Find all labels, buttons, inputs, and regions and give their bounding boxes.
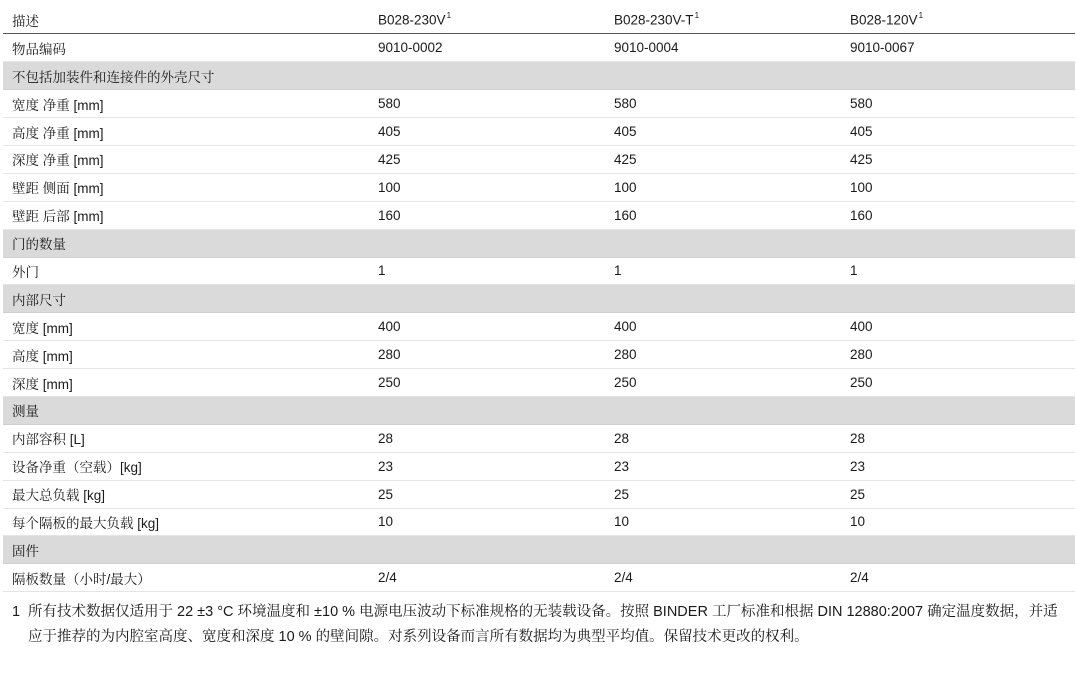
table-row	[3, 201, 1075, 229]
row-label: 深度 [mm]	[3, 369, 369, 397]
cell-value: 405	[605, 118, 841, 146]
table-row	[3, 145, 1075, 173]
cell-value: 23	[841, 452, 1075, 480]
cell-value: 580	[605, 90, 841, 118]
cell-value: 250	[369, 369, 605, 397]
section-header-row	[3, 285, 1075, 313]
row-label: 壁距 后部 [mm]	[3, 201, 369, 229]
cell-value: 425	[369, 145, 605, 173]
cell-value: 23	[605, 452, 841, 480]
cell-value: 400	[841, 313, 1075, 341]
cell-value: 28	[605, 424, 841, 452]
cell-value: 160	[605, 201, 841, 229]
cell-value: 2/4	[369, 564, 605, 592]
table-row	[3, 369, 1075, 397]
model-header	[605, 6, 841, 34]
row-label: 宽度 净重 [mm]	[3, 90, 369, 118]
model-name: B028-230V-T	[614, 12, 694, 28]
section-label: 门的数量	[3, 229, 1075, 257]
cell-value: 1	[605, 257, 841, 285]
cell-value: 280	[605, 341, 841, 369]
footnote-marker: 1	[446, 10, 452, 20]
section-label: 不包括加装件和连接件的外壳尺寸	[3, 62, 1075, 90]
cell-value: 2/4	[841, 564, 1075, 592]
cell-value: 400	[369, 313, 605, 341]
cell-value: 9010-0002	[369, 34, 605, 62]
cell-value: 25	[605, 480, 841, 508]
cell-value: 250	[841, 369, 1075, 397]
row-label: 最大总负载 [kg]	[3, 480, 369, 508]
cell-value: 405	[369, 118, 605, 146]
header-row	[3, 6, 1075, 34]
cell-value: 25	[369, 480, 605, 508]
cell-value: 425	[841, 145, 1075, 173]
cell-value: 2/4	[605, 564, 841, 592]
table-row	[3, 564, 1075, 592]
cell-value: 160	[841, 201, 1075, 229]
cell-value: 280	[841, 341, 1075, 369]
table-row	[3, 257, 1075, 285]
cell-value: 1	[841, 257, 1075, 285]
table-row	[3, 313, 1075, 341]
row-label: 物品编码	[3, 34, 369, 62]
row-label: 宽度 [mm]	[3, 313, 369, 341]
section-header-row	[3, 536, 1075, 564]
footnote	[12, 600, 1072, 650]
row-label: 高度 [mm]	[3, 341, 369, 369]
row-label: 设备净重（空载）[kg]	[3, 452, 369, 480]
spec-table-body	[3, 6, 1075, 592]
footnote-text: 所有技术数据仅适用于 22 ±3 °C 环境温度和 ±10 % 电源电压波动下标准规格的无装载设备。按照 BINDER 工厂标准和根据 DIN 12880:2007 确定温度数据，并适应于推荐的为内腔室高度、宽度和深度 10 % 的壁间隙。对系列设备而言所有数据均为典型平均值。保留技术更改的权利。	[28, 604, 1058, 645]
header-label: 描述	[3, 6, 369, 34]
cell-value: 23	[369, 452, 605, 480]
table-row	[3, 341, 1075, 369]
cell-value: 100	[841, 173, 1075, 201]
table-row	[3, 452, 1075, 480]
row-label: 外门	[3, 257, 369, 285]
table-row	[3, 424, 1075, 452]
table-row	[3, 480, 1075, 508]
cell-value: 10	[369, 508, 605, 536]
cell-value: 405	[841, 118, 1075, 146]
row-label: 高度 净重 [mm]	[3, 118, 369, 146]
table-row	[3, 508, 1075, 536]
cell-value: 25	[841, 480, 1075, 508]
cell-value: 28	[841, 424, 1075, 452]
cell-value: 400	[605, 313, 841, 341]
section-header-row	[3, 229, 1075, 257]
cell-value: 160	[369, 201, 605, 229]
row-label: 壁距 侧面 [mm]	[3, 173, 369, 201]
cell-value: 280	[369, 341, 605, 369]
model-header	[841, 6, 1075, 34]
footnote-marker: 1	[918, 10, 924, 20]
footnote-number: 1	[12, 604, 21, 620]
cell-value: 425	[605, 145, 841, 173]
section-header-row	[3, 62, 1075, 90]
cell-value: 10	[841, 508, 1075, 536]
cell-value: 9010-0067	[841, 34, 1075, 62]
footnote-marker: 1	[694, 10, 700, 20]
section-label: 固件	[3, 536, 1075, 564]
cell-value: 1	[369, 257, 605, 285]
model-name: B028-230V	[378, 12, 446, 28]
row-label: 隔板数量（小时/最大）	[3, 564, 369, 592]
cell-value: 9010-0004	[605, 34, 841, 62]
row-label: 内部容积 [L]	[3, 424, 369, 452]
section-label: 测量	[3, 396, 1075, 424]
table-row	[3, 118, 1075, 146]
cell-value: 28	[369, 424, 605, 452]
row-label: 深度 净重 [mm]	[3, 145, 369, 173]
cell-value: 580	[841, 90, 1075, 118]
section-label: 内部尺寸	[3, 285, 1075, 313]
spec-table	[3, 6, 1075, 592]
model-header	[369, 6, 605, 34]
table-row	[3, 90, 1075, 118]
table-row	[3, 34, 1075, 62]
section-header-row	[3, 396, 1075, 424]
cell-value: 250	[605, 369, 841, 397]
cell-value: 10	[605, 508, 841, 536]
cell-value: 100	[369, 173, 605, 201]
cell-value: 100	[605, 173, 841, 201]
model-name: B028-120V	[850, 12, 918, 28]
table-row	[3, 173, 1075, 201]
row-label: 每个隔板的最大负载 [kg]	[3, 508, 369, 536]
cell-value: 580	[369, 90, 605, 118]
